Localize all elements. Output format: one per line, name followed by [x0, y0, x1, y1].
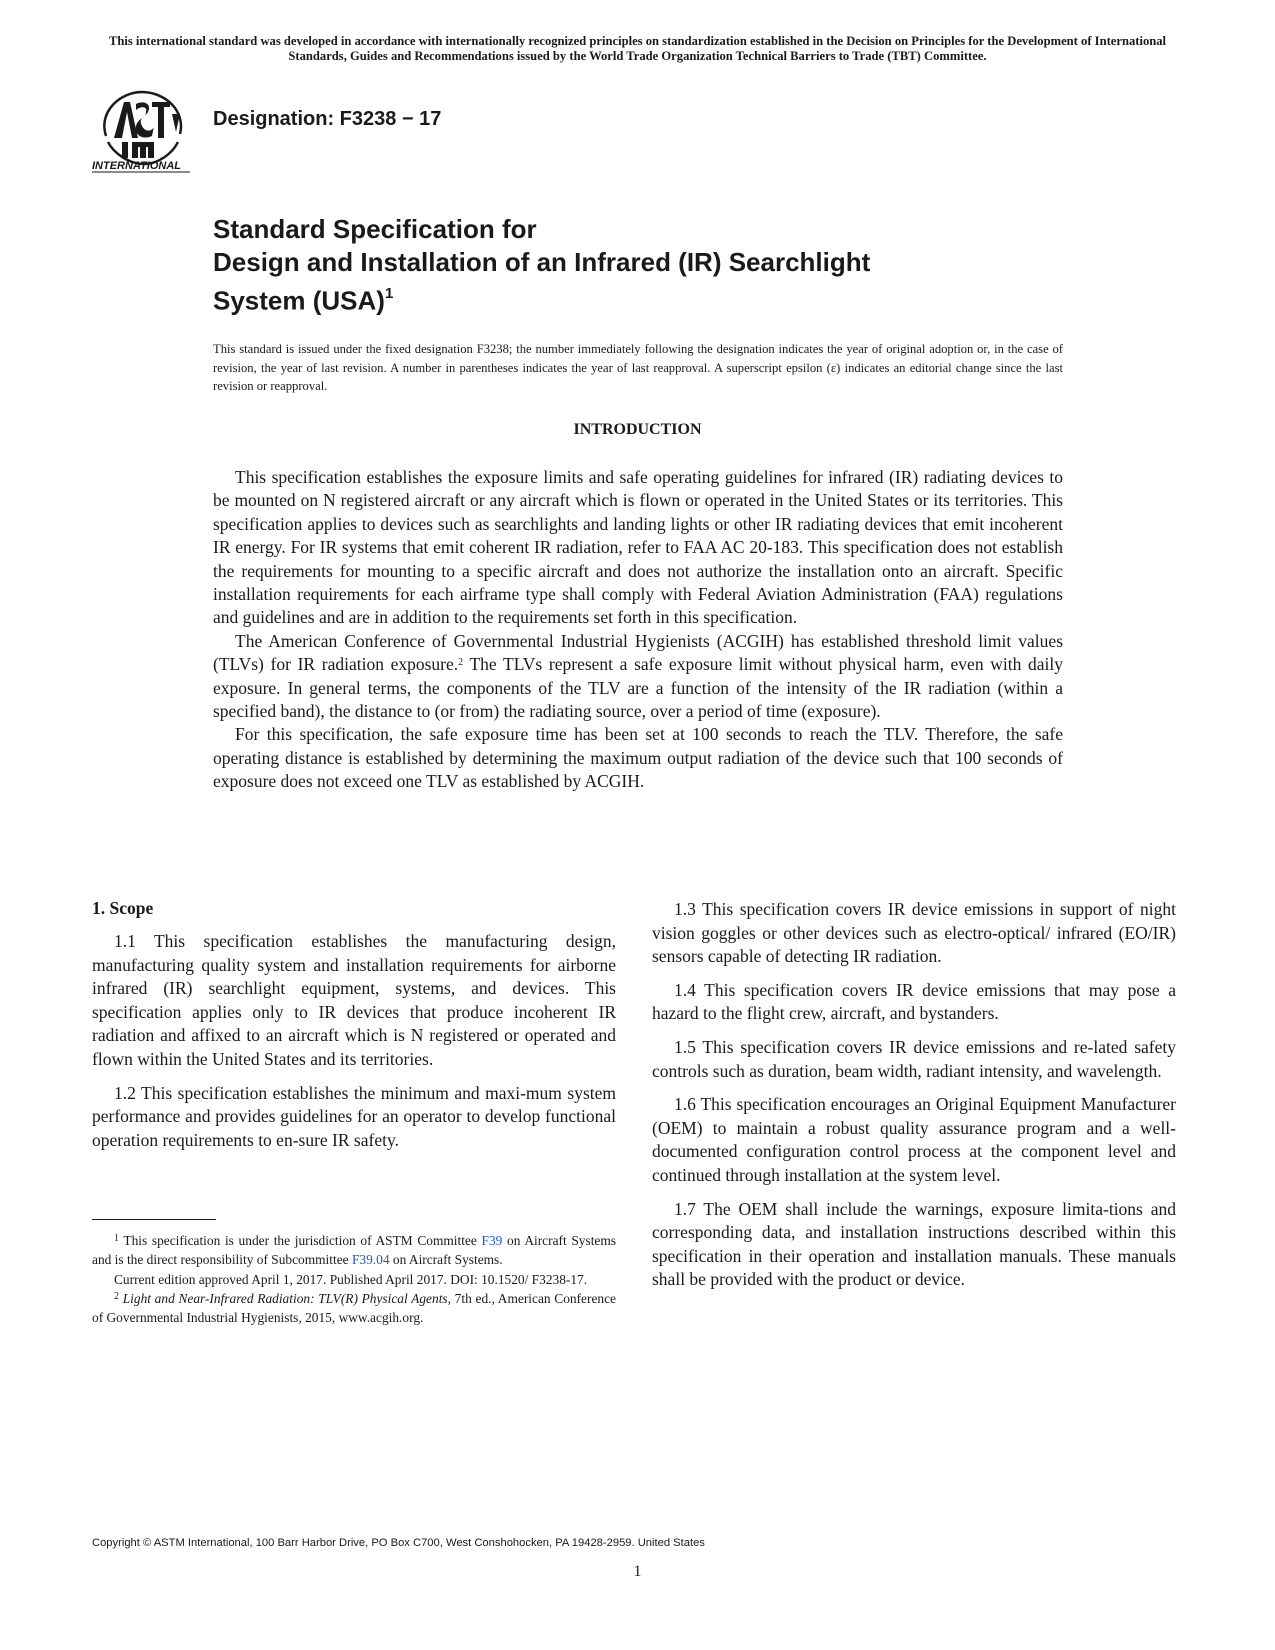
- intro-paragraph-1: This specification establishes the exposure limits and safe operating guidelines for infrared (IR) radiating devices to be mounted on N registered aircraft or any aircraft which is flown or operated in the United States or its territories. This specification applies to devices such as searchlights and landing lights or other IR radiating devices that emit incoherent IR energy. For IR systems that emit coherent IR radiation, refer to FAA AC 20-183. This specification does not establish the requirements for mounting to a specific aircraft and does not authorize the installation onto an aircraft. Specific installation requirements for each airframe type shall comply with Federal Aviation Administration (FAA) regulations and guidelines and are in addition to the requirements set forth in this specification.: [213, 467, 1063, 628]
- introduction-heading: INTRODUCTION: [573, 421, 702, 438]
- section-1-7: 1.7 The OEM shall include the warnings, exposure limita-tions and corresponding data, and installation instructions described within this specification in their operation and installation manuals. These manuals shall be provided with the product or device.: [652, 1198, 1176, 1290]
- footnote-1-text-a: This specification is under the jurisdiction of ASTM Committee: [119, 1233, 482, 1248]
- footnote-divider: [92, 1219, 216, 1220]
- right-column: [652, 898, 1176, 1302]
- page-number: 1: [633, 1563, 642, 1580]
- scope-heading: 1. Scope: [92, 898, 154, 918]
- title-footnote-ref: 1: [384, 285, 394, 302]
- section-1-5: 1.5 This specification covers IR device emissions and re-lated safety controls such as duration, beam width, radiant intensity, and wavelength.: [652, 1036, 1176, 1081]
- issued-note: This standard is issued under the fixed designation F3238; the number immediately following the designation indicates the year of original adoption or, in the case of revision, the year of last revision. A number in parentheses indicates the year of last reapproval. A superscript epsilon (ε) indicates an editorial change since the last revision or reapproval.: [213, 342, 1063, 393]
- section-1-2: 1.2 This specification establishes the minimum and maxi-mum system performance and provides guidelines for an operator to develop functional operation requirements to en-sure IR safety.: [92, 1082, 616, 1150]
- subcommittee-f39-04-link[interactable]: F39.04: [351, 1251, 390, 1267]
- title-line-3: [213, 279, 1113, 318]
- astm-logo-icon: [92, 84, 194, 180]
- footnote-2-title: Light and Near-Infrared Radiation: TLV(R) Physical Agents: [122, 1291, 448, 1307]
- section-1-4: 1.4 This specification covers IR device emissions that may pose a hazard to the flight crew, aircraft, and bystanders.: [652, 979, 1176, 1024]
- title-line-1: Standard Specification for: [213, 214, 537, 244]
- title-line-2: Design and Installation of an Infrared (IR) Searchlight: [213, 247, 871, 277]
- section-1-1: 1.1 This specification establishes the manufacturing design, manufacturing quality system and installation requirements for airborne infrared (IR) searchlight equipment, systems, and devices. This specification applies only to IR devices that produce incoherent IR radiation and affixed to an aircraft which is N registered or operated and flown within the United States and its territories.: [92, 931, 616, 1069]
- intro-p2-a: The American Conference of Governmental Industrial Hygienists (ACGIH) has established threshold limit values (TLVs) for IR radiation exposure.: [213, 630, 1063, 675]
- copyright: Copyright © ASTM International, 100 Barr Harbor Drive, PO Box C700, West Conshohocken, PA 19428-2959. United States: [92, 1537, 705, 1549]
- intro-paragraph-2: [213, 630, 1063, 724]
- footnote-2: [92, 1290, 616, 1328]
- footnote-2-ref: 2: [114, 1291, 119, 1303]
- intro-paragraph-3: For this specification, the safe exposure time has been set at 100 seconds to reach the TLV. Therefore, the safe operating distance is established by determining the maximum output radiation of the device such that 100 seconds of exposure does not exceed one TLV as established by ACGIH.: [213, 724, 1063, 792]
- document-title: [213, 213, 1113, 318]
- section-1-3: 1.3 This specification covers IR device emissions in support of night vision goggles or other devices such as electro-optical/ infrared (EO/IR) sensors capable of detecting IR radiation.: [652, 899, 1176, 967]
- designation: Designation: F3238 − 17: [213, 108, 442, 130]
- footnotes: [92, 1232, 616, 1329]
- committee-f39-link[interactable]: F39: [481, 1233, 503, 1248]
- section-1-6: 1.6 This specification encourages an Original Equipment Manufacturer (OEM) to maintain a robust quality assurance program and a well-documented configuration control process at the component level and continued through installation at the system level.: [652, 1094, 1176, 1185]
- intro-footnote-ref: 2: [458, 657, 464, 669]
- title-line-3-text: System (USA): [213, 285, 385, 316]
- wto-notice: This international standard was developed in accordance with internationally recognized principles on standardization established in the Decision on Principles for the Development of International Standards, Guides and Recommendations issued by the World Trade Organization Technical Barriers to Trade (TBT) Committee.: [108, 34, 1167, 63]
- introduction-body: [213, 466, 1063, 794]
- logo-text: INTERNATIONAL: [92, 160, 182, 172]
- intro-p2-b: The TLVs represent a safe exposure limit without physical harm, even with daily exposure. In general terms, the components of the TLV are a function of the intensity of the IR radiation (within a specified band), the distance to (or from) the radiating source, over a period of time (exposure).: [213, 654, 1063, 722]
- footnote-1: [92, 1232, 616, 1270]
- footnote-1-edition: Current edition approved April 1, 2017. Published April 2017. DOI: 10.1520/ F3238-17.: [114, 1271, 588, 1287]
- footnote-2-text: , 7th ed., American Conference of Governmental Industrial Hygienists, 2015, www.acgih.org.: [92, 1291, 616, 1326]
- left-column: [92, 897, 616, 1162]
- footnote-1-text-c: on Aircraft Systems.: [389, 1251, 503, 1267]
- footnote-1-text-b: on Aircraft Systems and is the direct responsibility of Subcommittee: [92, 1233, 616, 1267]
- footnote-1-ref: 1: [114, 1233, 119, 1244]
